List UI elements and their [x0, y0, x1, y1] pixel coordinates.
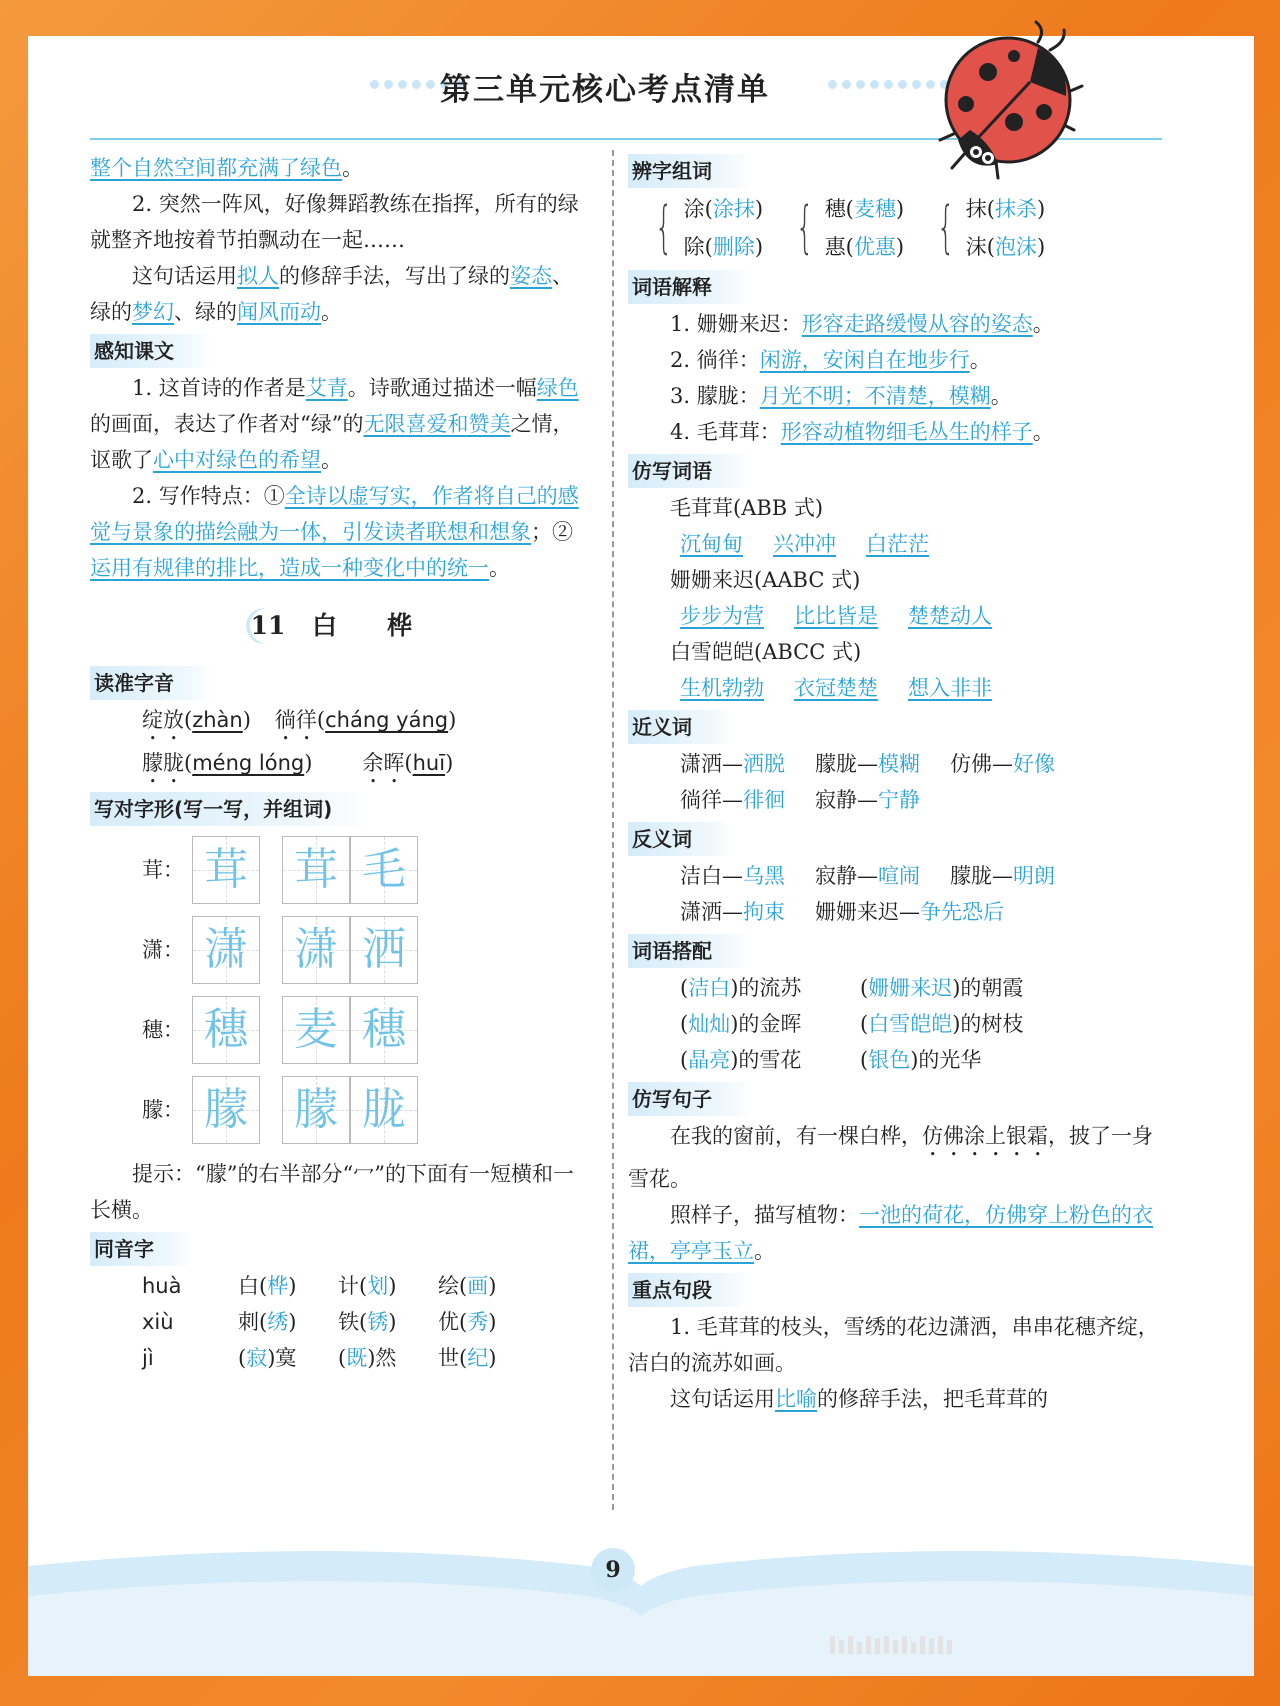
section-pronunciation: 读准字音 [90, 666, 214, 700]
explain-item: 1. 姗姗来迟：形容走路缓慢从容的姿态。 [670, 312, 1054, 336]
section-homophones: 同音字 [90, 1232, 194, 1266]
section-collocation: 词语搭配 [628, 934, 752, 968]
section-write-chars: 写对字形(写一写，并组词) [90, 792, 372, 826]
left-column [90, 150, 590, 1376]
imitate-answers: 生机勃勃 衣冠楚楚 想入非非 [680, 676, 992, 700]
char-grid-row: 茸： 茸 茸 毛 [142, 836, 590, 904]
synonym-row: 徜徉—徘徊 寂静—宁静 [680, 788, 920, 812]
homophone-row: jì (寂)寞 (既)然 世(纪) [142, 1346, 497, 1370]
footer-wave [28, 1526, 1254, 1676]
left-para-2: 这句话运用拟人的修辞手法，写出了绿的姿态、绿的梦幻、绿的闻风而动。 [90, 264, 573, 324]
brace-group: { 涂(涂抹) 除(删除) [654, 195, 764, 260]
synonym-row: 潇洒—洒脱 朦胧—模糊 仿佛—好像 [680, 752, 1055, 776]
section-antonyms: 反义词 [628, 822, 732, 856]
page-title: 第三单元核心考点清单 [440, 72, 770, 108]
section-key-passages: 重点句段 [628, 1273, 752, 1307]
section-perceive: 感知课文 [90, 334, 214, 368]
hint-text: 提示：“朦”的右半部分“冖”的下面有一短横和一长横。 [90, 1162, 574, 1222]
key-passage-1: 1. 毛茸茸的枝头，雪绣的花边潇洒，串串花穗齐绽，洁白的流苏如画。 [628, 1315, 1159, 1375]
pron-item: 余晖(huī) [362, 751, 454, 775]
watermark [830, 1636, 952, 1654]
imitate-pattern: 姗姗来迟(AABC 式) [670, 568, 861, 592]
imitate-answers: 步步为营 比比皆是 楚楚动人 [680, 604, 992, 628]
section-explain: 词语解释 [628, 270, 752, 304]
key-passage-2: 这句话运用比喻的修辞手法，把毛茸茸的 [670, 1387, 1048, 1411]
lesson-title: 白桦 [312, 611, 463, 640]
imitate-pattern: 毛茸茸(ABB 式) [670, 496, 824, 520]
collocation-row: (灿灿)的金晖 (白雪皑皑)的树枝 [680, 1012, 1024, 1036]
page-number: 9 [591, 1548, 635, 1592]
section-synonyms: 近义词 [628, 710, 732, 744]
brace-group: { 抹(抹杀) 沫(泡沫) [937, 195, 1046, 260]
pron-item: 徜徉(cháng yáng) [274, 708, 457, 732]
explain-item: 3. 朦胧：月光不明；不清楚，模糊。 [670, 384, 1012, 408]
left-para-1: 2. 突然一阵风，好像舞蹈教练在指挥，所有的绿就整齐地按着节拍飘动在一起…… [90, 192, 579, 252]
char-grid-row: 朦： 朦 朦 胧 [142, 1076, 590, 1144]
explain-item: 2. 徜徉：闲游，安闲自在地步行。 [670, 348, 991, 372]
brace-group: { 穗(麦穗) 惠(优惠) [795, 195, 905, 260]
lesson-number: 11 [250, 608, 286, 644]
collocation-row: (洁白)的流苏 (姗姗来迟)的朝霞 [680, 976, 1024, 1000]
pron-item: 绽放(zhàn) [142, 708, 251, 732]
pronunciation-list [90, 702, 590, 788]
pron-item: 朦胧(méng lóng) [142, 751, 313, 775]
example-sentence: 在我的窗前，有一棵白桦，仿佛涂上银霜，披了一身雪花。 [628, 1124, 1153, 1191]
section-imitate-sentence: 仿写句子 [628, 1082, 752, 1116]
left-para-3: 1. 这首诗的作者是艾青。诗歌通过描述一幅绿色的画面，表达了作者对“绿”的无限喜爱和赞美之情，讴歌了心中对绿色的希望。 [90, 376, 579, 472]
homophone-table [90, 1268, 590, 1376]
homophone-row: huà 白(桦) 计(划) 绘(画) [142, 1274, 497, 1298]
left-para-0: 整个自然空间都充满了绿色。 [90, 156, 363, 180]
left-para-4: 2. 写作特点：①全诗以虚写实，作者将自己的感觉与景象的描绘融为一体，引发读者联想和想象；②运用有规律的排比，造成一种变化中的统一。 [90, 484, 579, 580]
distinguish-groups [628, 190, 1168, 266]
explain-item: 4. 毛茸茸：形容动植物细毛丛生的样子。 [670, 420, 1054, 444]
section-distinguish: 辨字组词 [628, 154, 752, 188]
homophone-row: xiù 刺(绣) 铁(锈) 优(秀) [142, 1310, 497, 1334]
char-grid-row: 潇： 潇 潇 洒 [142, 916, 590, 984]
antonym-row: 洁白—乌黑 寂静—喧闹 朦胧—明朗 [680, 864, 1055, 888]
column-divider [612, 150, 614, 1510]
char-grid-row: 穗： 穗 麦 穗 [142, 996, 590, 1064]
imitate-pattern: 白雪皑皑(ABCC 式) [670, 640, 862, 664]
collocation-row: (晶亮)的雪花 (银色)的光华 [680, 1048, 982, 1072]
antonym-row: 潇洒—拘束 姗姗来迟—争先恐后 [680, 900, 1004, 924]
section-imitate-words: 仿写词语 [628, 454, 752, 488]
imitate-answers: 沉甸甸 兴冲冲 白茫茫 [680, 532, 929, 556]
lesson-heading [250, 608, 590, 644]
right-column [628, 150, 1168, 1417]
imitate-answer: 照样子，描写植物：一池的荷花，仿佛穿上粉色的衣裙，亭亭玉立。 [628, 1203, 1153, 1263]
